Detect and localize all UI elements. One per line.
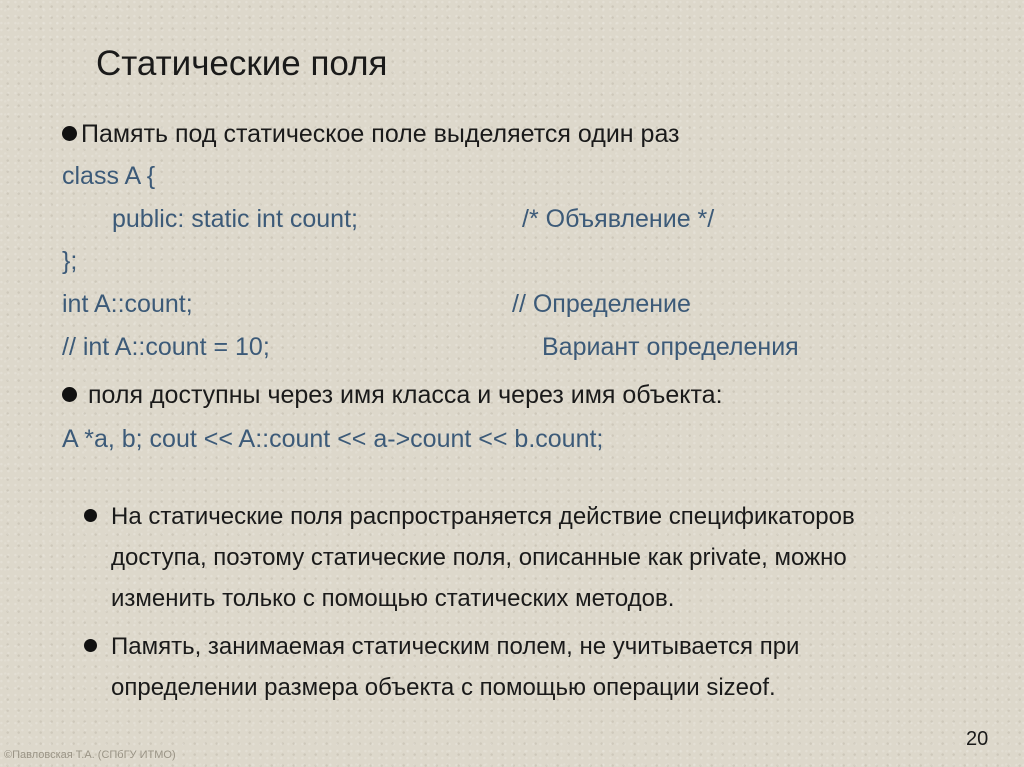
code-line-usage: A *a, b; cout << A::count << a->count << b.count; <box>62 425 604 453</box>
code-line-class: class A { <box>62 162 156 190</box>
code-comment-declaration: /* Объявление */ <box>522 205 715 233</box>
bullet-sizeof-line2: определении размера объекта с помощью операции sizeof. <box>111 674 776 701</box>
bullet-access-specifiers-line3: изменить только с помощью статических методов. <box>111 585 675 612</box>
code-line-declaration: public: static int count; <box>112 205 358 233</box>
bullet-access-text: поля доступны через имя класса и через имя объекта: <box>88 381 723 409</box>
bullet-dot-icon <box>84 639 97 652</box>
bullet-memory-text: Память под статическое поле выделяется один раз <box>81 120 680 148</box>
bullet-memory <box>62 120 680 149</box>
bullet-dot-icon <box>84 509 97 522</box>
code-line-definition: int A::count; <box>62 290 193 318</box>
bullet-access-specifiers-line1: На статические поля распространяется действие спецификаторов <box>111 503 855 530</box>
bullet-access-specifiers-line2: доступа, поэтому статические поля, описанные как private, можно <box>111 544 847 571</box>
code-line-close: }; <box>62 247 78 275</box>
bullet-sizeof <box>84 626 799 708</box>
bullet-dot-icon <box>62 387 77 402</box>
bullet-access <box>62 381 723 410</box>
bullet-sizeof-line1: Память, занимаемая статическим полем, не учитывается при <box>111 633 800 660</box>
code-line-alt-definition: // int A::count = 10; <box>62 333 270 361</box>
page-number: 20 <box>966 728 989 750</box>
code-comment-definition: // Определение <box>512 290 691 318</box>
code-comment-alt-definition: Вариант определения <box>542 333 799 361</box>
slide-title: Статические поля <box>96 44 388 83</box>
footer-copyright: ©Павловская Т.А. (СПбГУ ИТМО) <box>4 749 176 761</box>
bullet-dot-icon <box>62 126 77 141</box>
bullet-access-specifiers <box>84 496 855 619</box>
